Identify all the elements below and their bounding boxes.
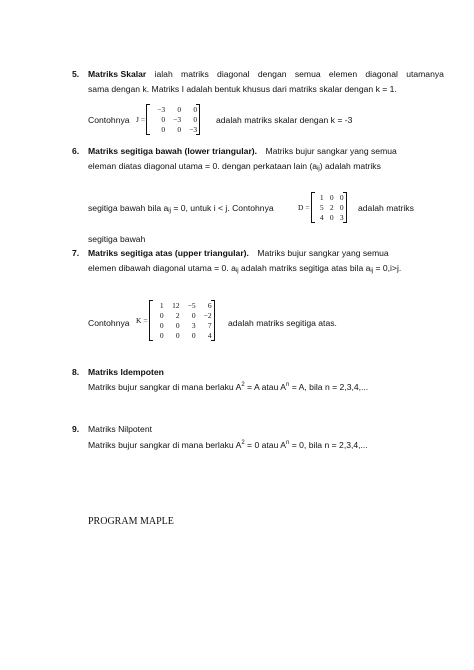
section-6-line-3: segitiga bawah bila aij = 0, untuk i < j. Contohnya [88, 203, 274, 214]
section-5-line-1: Matriks Skalar ialah matriks diagonal dengan semua elemen diagonal utamanya [88, 69, 444, 79]
section-6-after-matrix: adalah matriks [358, 203, 414, 213]
section-9-number: 9. [72, 424, 80, 434]
section-6-line-2: eleman diatas diagonal utama = 0. dengan perkataan lain (aij) adalah matriks [88, 161, 381, 172]
section-9-title: Matriks Nilpotent [88, 424, 152, 434]
section-5-number: 5. [72, 69, 80, 79]
section-8-number: 8. [72, 367, 80, 377]
section-7-line-2: elemen dibawah diagonal utama = 0. aij adalah matriks segitiga atas bila aij = 0,i>j. [88, 263, 402, 274]
section-5-example-text: adalah matriks skalar dengan k = -3 [216, 115, 353, 125]
matrix-d: D = 1 0 0 5 2 0 4 0 3 [298, 192, 347, 223]
section-6-line-1: Matriks segitiga bawah (lower triangular). Matriks bujur sangkar yang semua [88, 146, 397, 156]
section-7-line-1: Matriks segitiga atas (upper triangular). Matriks bujur sangkar yang semua [88, 248, 389, 258]
section-7-number: 7. [72, 248, 80, 258]
matrix-d-cells: 1 0 0 5 2 0 4 0 3 [319, 193, 344, 222]
maple-heading: PROGRAM MAPLE [88, 516, 174, 527]
matrix-j: J = −3 0 0 0 −3 0 0 0 −3 [136, 104, 200, 135]
section-7-example-label: Contohnya [88, 318, 130, 328]
section-5-example-label: Contohnya [88, 115, 130, 125]
section-6-title: Matriks segitiga bawah (lower triangular). [88, 146, 258, 156]
section-6-number: 6. [72, 146, 80, 156]
section-8-line: Matriks bujur sangkar di mana berlaku $A^2 = A$ atau $A^n = A$, bila n = 2,3,4,... [88, 382, 369, 392]
section-5-title: Matriks Skalar [88, 69, 147, 79]
section-9-line: Matriks bujur sangkar di mana berlaku $A^2 = 0$ atau $A^n = 0$, bila n = 2,3,4,... [88, 440, 368, 450]
matrix-j-cells: −3 0 0 0 −3 0 0 0 −3 [157, 105, 198, 134]
section-7-title: Matriks segitiga atas (upper triangular). [88, 248, 249, 258]
section-5-line-2: sama dengan k. Matriks I adalah bentuk khusus dari matriks skalar dengan k = 1. [88, 84, 397, 94]
matrix-k: K = 1 12 −5 6 0 2 0 −2 0 0 3 7 0 0 0 4 [136, 300, 215, 341]
section-6-line-4: segitiga bawah [88, 234, 146, 244]
section-7-example-text: adalah matriks segitiga atas. [228, 318, 337, 328]
section-8-title: Matriks Idempoten [88, 367, 164, 377]
matrix-k-cells: 1 12 −5 6 0 2 0 −2 0 0 3 7 0 0 0 4 [159, 301, 212, 340]
